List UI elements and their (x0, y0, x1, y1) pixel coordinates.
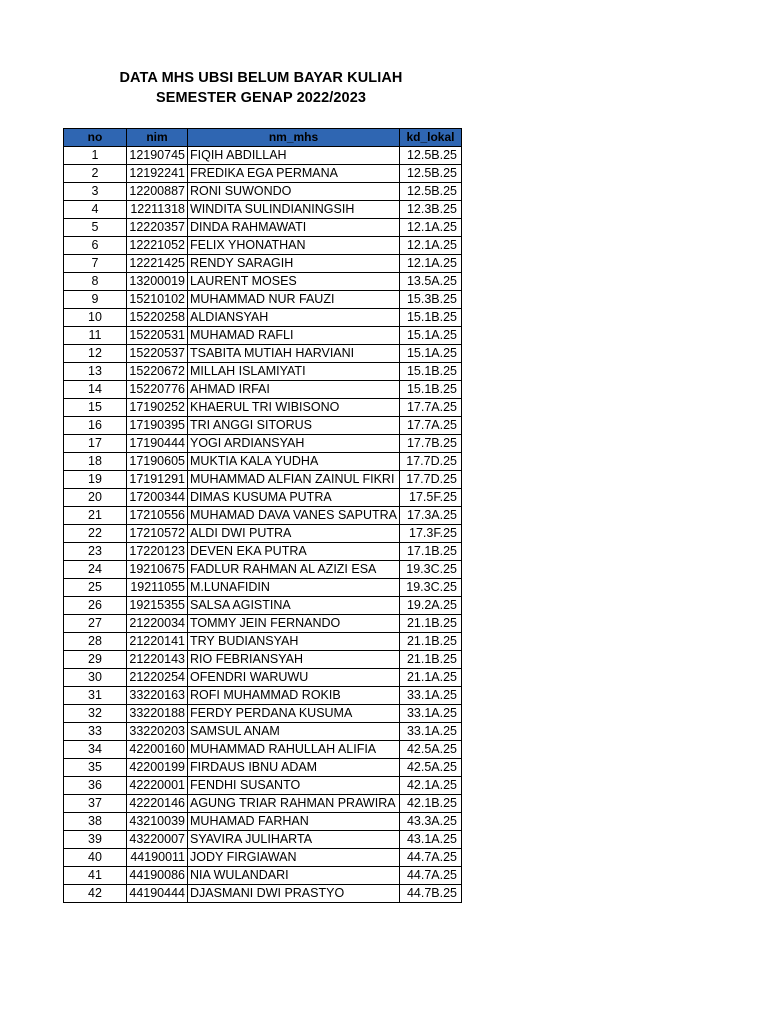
student-name-cell: MUHAMMAD NUR FAUZI (188, 291, 400, 309)
nim-cell: 44190011 (127, 849, 188, 867)
row-number-cell: 21 (64, 507, 127, 525)
document-subtitle: SEMESTER GENAP 2022/2023 (155, 90, 367, 106)
student-name-cell: RIO FEBRIANSYAH (188, 651, 400, 669)
row-number-cell: 11 (64, 327, 127, 345)
table-row (64, 849, 462, 867)
row-number-cell: 24 (64, 561, 127, 579)
class-code-cell: 17.7D.25 (399, 471, 461, 489)
student-name-cell: DIMAS KUSUMA PUTRA (188, 489, 400, 507)
table-row (64, 741, 462, 759)
table-row (64, 417, 462, 435)
table-row (64, 525, 462, 543)
row-number-cell: 6 (64, 237, 127, 255)
class-code-cell: 42.1B.25 (399, 795, 461, 813)
row-number-cell: 22 (64, 525, 127, 543)
nim-cell: 19210675 (127, 561, 188, 579)
table-row (64, 813, 462, 831)
nim-cell: 33220163 (127, 687, 188, 705)
row-number-cell: 42 (64, 885, 127, 903)
table-row (64, 237, 462, 255)
table-row (64, 399, 462, 417)
class-code-cell: 12.3B.25 (399, 201, 461, 219)
row-number-cell: 25 (64, 579, 127, 597)
row-number-cell: 23 (64, 543, 127, 561)
row-number-cell: 41 (64, 867, 127, 885)
row-number-cell: 13 (64, 363, 127, 381)
row-number-cell: 29 (64, 651, 127, 669)
student-name-cell: LAURENT MOSES (188, 273, 400, 291)
nim-cell: 12190745 (127, 147, 188, 165)
class-code-cell: 17.5F.25 (399, 489, 461, 507)
nim-cell: 21220254 (127, 669, 188, 687)
student-name-cell: FERDY PERDANA KUSUMA (188, 705, 400, 723)
class-code-cell: 21.1A.25 (399, 669, 461, 687)
row-number-cell: 14 (64, 381, 127, 399)
table-row (64, 201, 462, 219)
table-row (64, 183, 462, 201)
row-number-cell: 34 (64, 741, 127, 759)
class-code-cell: 17.7D.25 (399, 453, 461, 471)
student-name-cell: FENDHI SUSANTO (188, 777, 400, 795)
column-header-kd-lokal: kd_lokal (399, 129, 461, 147)
student-name-cell: TRI ANGGI SITORUS (188, 417, 400, 435)
row-number-cell: 15 (64, 399, 127, 417)
column-header-nim: nim (127, 129, 188, 147)
nim-cell: 42200199 (127, 759, 188, 777)
student-name-cell: AGUNG TRIAR RAHMAN PRAWIRA (188, 795, 400, 813)
table-row (64, 723, 462, 741)
row-number-cell: 20 (64, 489, 127, 507)
nim-cell: 43220007 (127, 831, 188, 849)
table-row (64, 147, 462, 165)
class-code-cell: 19.3C.25 (399, 561, 461, 579)
student-name-cell: OFENDRI WARUWU (188, 669, 400, 687)
nim-cell: 12221052 (127, 237, 188, 255)
class-code-cell: 44.7A.25 (399, 867, 461, 885)
nim-cell: 12221425 (127, 255, 188, 273)
nim-cell: 15220776 (127, 381, 188, 399)
table-row (64, 273, 462, 291)
student-name-cell: MUHAMMAD ALFIAN ZAINUL FIKRI (188, 471, 400, 489)
student-table (63, 128, 462, 903)
row-number-cell: 5 (64, 219, 127, 237)
nim-cell: 44190444 (127, 885, 188, 903)
nim-cell: 43210039 (127, 813, 188, 831)
class-code-cell: 17.7A.25 (399, 417, 461, 435)
class-code-cell: 42.5A.25 (399, 741, 461, 759)
student-name-cell: RONI SUWONDO (188, 183, 400, 201)
nim-cell: 17191291 (127, 471, 188, 489)
nim-cell: 17190444 (127, 435, 188, 453)
table-row (64, 597, 462, 615)
class-code-cell: 12.1A.25 (399, 237, 461, 255)
table-row (64, 219, 462, 237)
table-row (64, 309, 462, 327)
student-name-cell: ALDI DWI PUTRA (188, 525, 400, 543)
class-code-cell: 12.5B.25 (399, 165, 461, 183)
student-name-cell: WINDITA SULINDIANINGSIH (188, 201, 400, 219)
nim-cell: 17190605 (127, 453, 188, 471)
table-row (64, 777, 462, 795)
row-number-cell: 19 (64, 471, 127, 489)
table-row (64, 453, 462, 471)
student-name-cell: FIRDAUS IBNU ADAM (188, 759, 400, 777)
nim-cell: 44190086 (127, 867, 188, 885)
nim-cell: 17210572 (127, 525, 188, 543)
class-code-cell: 15.1A.25 (399, 345, 461, 363)
class-code-cell: 17.3A.25 (399, 507, 461, 525)
class-code-cell: 15.1B.25 (399, 309, 461, 327)
table-row (64, 579, 462, 597)
row-number-cell: 1 (64, 147, 127, 165)
student-name-cell: SAMSUL ANAM (188, 723, 400, 741)
row-number-cell: 31 (64, 687, 127, 705)
table-row (64, 867, 462, 885)
nim-cell: 21220141 (127, 633, 188, 651)
row-number-cell: 32 (64, 705, 127, 723)
table-row (64, 255, 462, 273)
nim-cell: 42220146 (127, 795, 188, 813)
class-code-cell: 43.1A.25 (399, 831, 461, 849)
class-code-cell: 19.3C.25 (399, 579, 461, 597)
student-name-cell: ROFI MUHAMMAD ROKIB (188, 687, 400, 705)
nim-cell: 21220034 (127, 615, 188, 633)
column-header-no: no (64, 129, 127, 147)
row-number-cell: 40 (64, 849, 127, 867)
nim-cell: 12192241 (127, 165, 188, 183)
class-code-cell: 42.5A.25 (399, 759, 461, 777)
nim-cell: 15220672 (127, 363, 188, 381)
nim-cell: 13200019 (127, 273, 188, 291)
student-name-cell: RENDY SARAGIH (188, 255, 400, 273)
table-row (64, 345, 462, 363)
student-name-cell: ALDIANSYAH (188, 309, 400, 327)
class-code-cell: 43.3A.25 (399, 813, 461, 831)
nim-cell: 19215355 (127, 597, 188, 615)
row-number-cell: 8 (64, 273, 127, 291)
class-code-cell: 12.5B.25 (399, 147, 461, 165)
student-name-cell: MILLAH ISLAMIYATI (188, 363, 400, 381)
table-row (64, 291, 462, 309)
class-code-cell: 33.1A.25 (399, 723, 461, 741)
class-code-cell: 42.1A.25 (399, 777, 461, 795)
row-number-cell: 38 (64, 813, 127, 831)
class-code-cell: 21.1B.25 (399, 633, 461, 651)
row-number-cell: 36 (64, 777, 127, 795)
class-code-cell: 17.7B.25 (399, 435, 461, 453)
nim-cell: 33220203 (127, 723, 188, 741)
row-number-cell: 28 (64, 633, 127, 651)
table-row (64, 381, 462, 399)
table-row (64, 543, 462, 561)
row-number-cell: 27 (64, 615, 127, 633)
class-code-cell: 21.1B.25 (399, 615, 461, 633)
class-code-cell: 12.1A.25 (399, 255, 461, 273)
class-code-cell: 12.5B.25 (399, 183, 461, 201)
table-row (64, 885, 462, 903)
student-name-cell: MUHAMAD FARHAN (188, 813, 400, 831)
student-name-cell: JODY FIRGIAWAN (188, 849, 400, 867)
table-row (64, 705, 462, 723)
table-row (64, 795, 462, 813)
student-name-cell: M.LUNAFIDIN (188, 579, 400, 597)
class-code-cell: 15.1A.25 (399, 327, 461, 345)
table-row (64, 651, 462, 669)
nim-cell: 42200160 (127, 741, 188, 759)
class-code-cell: 21.1B.25 (399, 651, 461, 669)
nim-cell: 12220357 (127, 219, 188, 237)
row-number-cell: 33 (64, 723, 127, 741)
table-row (64, 489, 462, 507)
student-name-cell: DEVEN EKA PUTRA (188, 543, 400, 561)
class-code-cell: 13.5A.25 (399, 273, 461, 291)
nim-cell: 21220143 (127, 651, 188, 669)
row-number-cell: 18 (64, 453, 127, 471)
nim-cell: 12200887 (127, 183, 188, 201)
column-header-name: nm_mhs (188, 129, 400, 147)
student-name-cell: KHAERUL TRI WIBISONO (188, 399, 400, 417)
class-code-cell: 17.1B.25 (399, 543, 461, 561)
table-row (64, 759, 462, 777)
nim-cell: 17220123 (127, 543, 188, 561)
nim-cell: 17200344 (127, 489, 188, 507)
class-code-cell: 15.3B.25 (399, 291, 461, 309)
student-name-cell: FREDIKA EGA PERMANA (188, 165, 400, 183)
class-code-cell: 44.7B.25 (399, 885, 461, 903)
class-code-cell: 15.1B.25 (399, 363, 461, 381)
student-name-cell: AHMAD IRFAI (188, 381, 400, 399)
row-number-cell: 37 (64, 795, 127, 813)
row-number-cell: 12 (64, 345, 127, 363)
student-name-cell: FELIX YHONATHAN (188, 237, 400, 255)
student-name-cell: TOMMY JEIN FERNANDO (188, 615, 400, 633)
table-header (64, 129, 462, 147)
class-code-cell: 17.3F.25 (399, 525, 461, 543)
row-number-cell: 39 (64, 831, 127, 849)
nim-cell: 15220258 (127, 309, 188, 327)
student-name-cell: FADLUR RAHMAN AL AZIZI ESA (188, 561, 400, 579)
student-name-cell: MUHAMMAD RAHULLAH ALIFIA (188, 741, 400, 759)
nim-cell: 15220531 (127, 327, 188, 345)
nim-cell: 17190395 (127, 417, 188, 435)
student-name-cell: YOGI ARDIANSYAH (188, 435, 400, 453)
table-row (64, 687, 462, 705)
nim-cell: 17190252 (127, 399, 188, 417)
row-number-cell: 9 (64, 291, 127, 309)
row-number-cell: 26 (64, 597, 127, 615)
row-number-cell: 16 (64, 417, 127, 435)
row-number-cell: 35 (64, 759, 127, 777)
table-row (64, 561, 462, 579)
class-code-cell: 12.1A.25 (399, 219, 461, 237)
nim-cell: 19211055 (127, 579, 188, 597)
student-name-cell: SALSA AGISTINA (188, 597, 400, 615)
class-code-cell: 15.1B.25 (399, 381, 461, 399)
student-name-cell: DINDA RAHMAWATI (188, 219, 400, 237)
table-row (64, 471, 462, 489)
table-row (64, 507, 462, 525)
table-body (64, 147, 462, 903)
student-name-cell: SYAVIRA JULIHARTA (188, 831, 400, 849)
header-row (64, 129, 462, 147)
table-row (64, 165, 462, 183)
class-code-cell: 17.7A.25 (399, 399, 461, 417)
student-name-cell: MUKTIA KALA YUDHA (188, 453, 400, 471)
table-row (64, 615, 462, 633)
student-name-cell: TSABITA MUTIAH HARVIANI (188, 345, 400, 363)
table-row (64, 435, 462, 453)
student-name-cell: TRY BUDIANSYAH (188, 633, 400, 651)
table-row (64, 831, 462, 849)
table-row (64, 327, 462, 345)
class-code-cell: 33.1A.25 (399, 687, 461, 705)
nim-cell: 42220001 (127, 777, 188, 795)
row-number-cell: 7 (64, 255, 127, 273)
document-title: DATA MHS UBSI BELUM BAYAR KULIAH (119, 70, 403, 86)
nim-cell: 15210102 (127, 291, 188, 309)
table-row (64, 363, 462, 381)
nim-cell: 12211318 (127, 201, 188, 219)
row-number-cell: 30 (64, 669, 127, 687)
nim-cell: 17210556 (127, 507, 188, 525)
table-row (64, 669, 462, 687)
class-code-cell: 19.2A.25 (399, 597, 461, 615)
student-name-cell: MUHAMAD DAVA VANES SAPUTRA (188, 507, 400, 525)
student-name-cell: NIA WULANDARI (188, 867, 400, 885)
student-name-cell: DJASMANI DWI PRASTYO (188, 885, 400, 903)
student-name-cell: FIQIH ABDILLAH (188, 147, 400, 165)
table-row (64, 633, 462, 651)
student-name-cell: MUHAMAD RAFLI (188, 327, 400, 345)
nim-cell: 15220537 (127, 345, 188, 363)
row-number-cell: 2 (64, 165, 127, 183)
row-number-cell: 3 (64, 183, 127, 201)
class-code-cell: 44.7A.25 (399, 849, 461, 867)
class-code-cell: 33.1A.25 (399, 705, 461, 723)
row-number-cell: 17 (64, 435, 127, 453)
nim-cell: 33220188 (127, 705, 188, 723)
row-number-cell: 10 (64, 309, 127, 327)
row-number-cell: 4 (64, 201, 127, 219)
